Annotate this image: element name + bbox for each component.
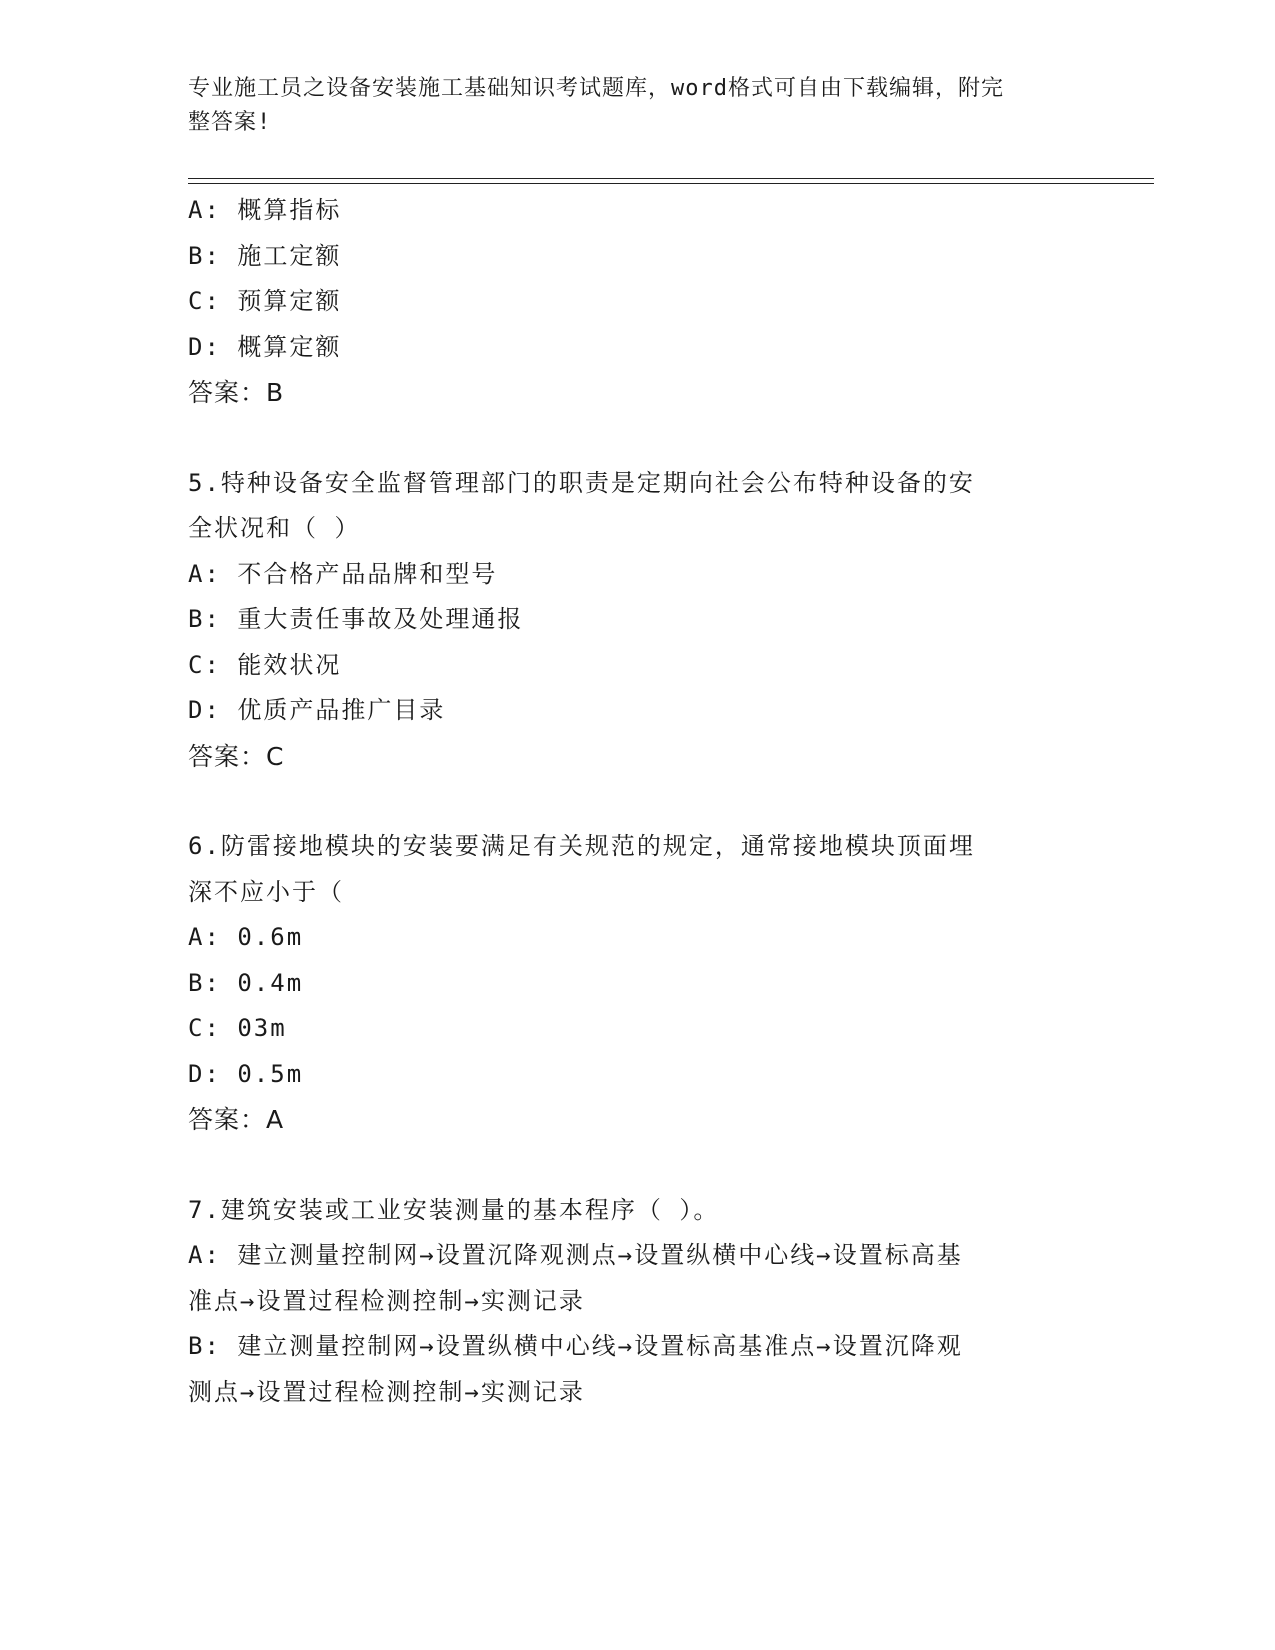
- answer-line: 答案：A: [188, 1105, 285, 1134]
- option-d: D: 优质产品推广目录: [188, 696, 446, 724]
- option-a: A: 不合格产品品牌和型号: [188, 559, 498, 588]
- question-list: [188, 188, 1088, 1415]
- answer-line: 答案：C: [188, 741, 285, 771]
- header-divider-bottom: [188, 183, 1154, 184]
- question-block-6: [188, 824, 1088, 1143]
- header-divider-top: [188, 178, 1154, 179]
- option-a: A: 0.6m: [188, 923, 304, 951]
- option-b: B: 0.4m: [188, 968, 304, 997]
- option-b-line-1: B: 建立测量控制网→设置纵横中心线→设置标高基准点→设置沉降观: [188, 1332, 963, 1360]
- option-a-line-1: A: 建立测量控制网→设置沉降观测点→设置纵横中心线→设置标高基: [188, 1241, 963, 1269]
- option-c: C: 预算定额: [188, 287, 342, 315]
- option-a-line-2: 准点→设置过程检测控制→实测记录: [188, 1286, 585, 1315]
- question-text-line-1: 7.建筑安装或工业安装测量的基本程序（ ）。: [188, 1195, 720, 1224]
- answer-line: 答案：B: [188, 378, 285, 407]
- spacer: [188, 1143, 1088, 1188]
- question-text-line-2: 全状况和（ ）: [188, 514, 361, 542]
- spacer: [188, 779, 1088, 824]
- spacer: [188, 416, 1088, 461]
- option-b: B: 施工定额: [188, 241, 342, 270]
- option-d: D: 概算定额: [188, 332, 342, 361]
- option-b: B: 重大责任事故及处理通报: [188, 605, 524, 633]
- option-c: C: 03m: [188, 1014, 287, 1042]
- question-block-4: [188, 188, 1088, 416]
- question-block-7: [188, 1188, 1088, 1416]
- document-header: [188, 72, 1068, 140]
- option-b-line-2: 测点→设置过程检测控制→实测记录: [188, 1377, 585, 1406]
- option-c: C: 能效状况: [188, 650, 342, 679]
- header-line-1: 专业施工员之设备安装施工基础知识考试题库，word格式可自由下载编辑，附完: [188, 76, 1004, 101]
- question-text-line-1: 5.特种设备安全监督管理部门的职责是定期向社会公布特种设备的安: [188, 468, 975, 497]
- question-text-line-2: 深不应小于（: [188, 877, 344, 906]
- header-line-2: 整答案!: [188, 110, 272, 135]
- question-text-line-1: 6.防雷接地模块的安装要满足有关规范的规定，通常接地模块顶面埋: [188, 832, 975, 860]
- question-block-5: [188, 461, 1088, 780]
- option-a: A: 概算指标: [188, 196, 342, 224]
- option-d: D: 0.5m: [188, 1059, 304, 1088]
